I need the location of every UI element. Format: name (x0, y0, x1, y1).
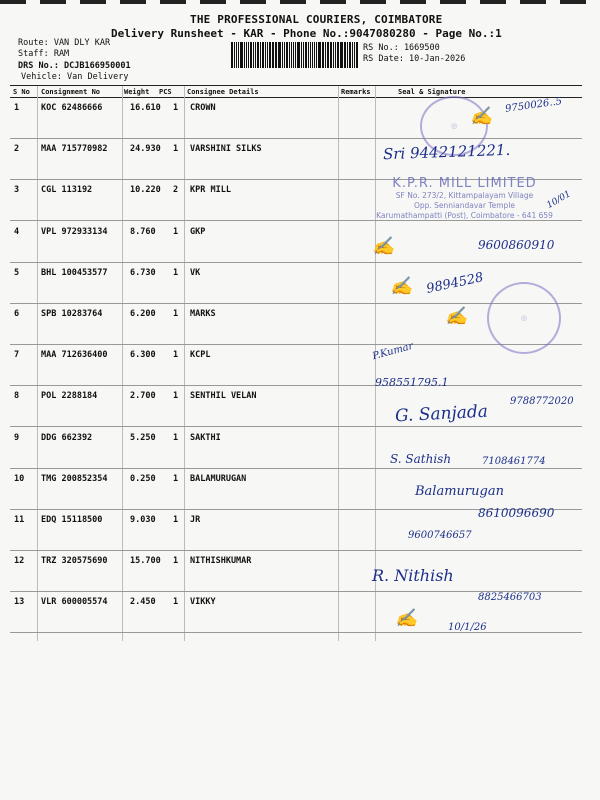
col-sno: S No (13, 88, 30, 96)
barcode-bar (333, 42, 334, 68)
barcode-bar (289, 42, 290, 68)
barcode-bar (310, 42, 312, 68)
row-sno: 11 (14, 515, 25, 525)
barcode-bar (330, 42, 332, 68)
row-consignment: MAA 715770982 (41, 144, 108, 155)
signature-row4: ✍ (372, 236, 395, 257)
barcode-bar (278, 42, 281, 68)
date-row13: 10/1/26 (448, 622, 487, 633)
row-consignee: GKP (190, 226, 206, 237)
row-pcs: 1 (173, 473, 179, 484)
row-weight: 15.700 (130, 556, 161, 567)
barcode-bar (293, 42, 295, 68)
row-pcs: 1 (173, 226, 179, 237)
signature-row8: G. Sanjada (394, 401, 489, 427)
row-consignee: BALAMURUGAN (190, 473, 247, 484)
company-title: THE PROFESSIONAL COURIERS, COIMBATORE (190, 13, 443, 26)
row-sno: 5 (14, 267, 20, 278)
signature-row13: ✍ (395, 608, 418, 629)
round-seal-stamp: ◎ (487, 282, 561, 354)
row-weight: 6.730 (130, 267, 156, 278)
phone-row7: 958551795.1 (375, 376, 449, 389)
signature-row1: ✍ (470, 106, 493, 127)
company-seal-stamp: ◎ (420, 96, 488, 156)
row-sno: 10 (14, 473, 25, 484)
barcode-bar (282, 42, 283, 68)
row-consignee: KPR MILL (190, 185, 231, 196)
col-seal: Seal & Signature (398, 88, 466, 96)
barcode-bar (354, 42, 355, 68)
row-sno: 4 (14, 226, 20, 237)
phone-row8: 9788772020 (510, 396, 574, 407)
barcode-bar (250, 42, 252, 68)
table-row (10, 98, 582, 139)
row-pcs: 1 (173, 267, 179, 278)
row-consignment: KOC 62486666 (41, 103, 103, 113)
row-consignment: BHL 100453577 (41, 267, 108, 278)
barcode-bar (262, 42, 264, 68)
barcode-bar (335, 42, 336, 68)
barcode-bar (276, 42, 277, 68)
row-sno: 2 (14, 144, 20, 155)
phone-row5: 9894528 (425, 270, 485, 297)
row-consignment: VLR 600005574 (41, 597, 108, 608)
barcode-bar (314, 42, 315, 68)
row-weight: 24.930 (130, 144, 161, 155)
barcode-bar (234, 42, 235, 68)
barcode-bar (344, 42, 345, 68)
row-pcs: 1 (173, 144, 179, 155)
kpr-stamp-line3: Karumathampatti (Post), Coimbatore - 641 659 (376, 211, 553, 220)
row-sno: 1 (14, 103, 20, 113)
barcode-bar (305, 42, 307, 68)
col-consignee: Consignee Details (187, 88, 259, 96)
col-consignment: Consignment No (41, 88, 101, 96)
rs-date: RS Date: 10-Jan-2026 (363, 54, 466, 64)
kpr-stamp-line2: Opp. Senniandavar Temple (413, 201, 516, 210)
barcode-bar (269, 42, 271, 68)
barcode-bar (284, 42, 285, 68)
barcode-bar (238, 42, 240, 68)
signature-row2: Sri 9442121221. (382, 140, 511, 164)
vehicle-label: Vehicle: Van Delivery (21, 72, 129, 82)
row-sno: 6 (14, 309, 20, 319)
col-weight: Weight (124, 88, 150, 96)
row-consignment: POL 2288184 (41, 391, 98, 402)
barcode-bar (337, 42, 339, 68)
barcode-bar (253, 42, 254, 68)
row-consignee: SENTHIL VELAN (190, 391, 257, 402)
row-sno: 8 (14, 391, 20, 402)
table-row (10, 551, 582, 592)
row-consignment: SPB 10283764 (41, 309, 103, 319)
row-consignment: TMG 200852354 (41, 473, 108, 484)
row-consignee: VK (190, 267, 201, 278)
barcode-bar (347, 42, 348, 68)
barcode-bar (248, 42, 249, 68)
barcode-bar (312, 42, 313, 68)
barcode-bar (352, 42, 353, 68)
barcode-bar (325, 42, 326, 68)
row-pcs: 1 (173, 309, 179, 319)
row-pcs: 1 (173, 432, 179, 443)
barcode-bar (267, 42, 268, 68)
barcode-bar (257, 42, 260, 68)
row-sno: 7 (14, 350, 20, 361)
barcode (231, 42, 359, 68)
row-weight: 8.760 (130, 226, 156, 237)
barcode-bar (328, 42, 329, 68)
route-label: Route: VAN DLY KAR (18, 38, 111, 48)
signature-row12: R. Nithish (372, 566, 454, 585)
phone-row11: 9600746657 (408, 530, 472, 541)
row-consignee: MARKS (190, 309, 216, 319)
rs-number: RS No.: 1669500 (363, 43, 440, 53)
barcode-bar (236, 42, 237, 68)
barcode-bar (303, 42, 304, 68)
barcode-bar (322, 42, 324, 68)
row-consignee: JR (190, 515, 201, 525)
row-weight: 2.700 (130, 391, 156, 402)
barcode-bar (286, 42, 288, 68)
row-consignee: KCPL (190, 350, 211, 361)
row-pcs: 1 (173, 391, 179, 402)
col-pcs: PCS (159, 88, 172, 96)
barcode-bar (340, 42, 343, 68)
row-pcs: 1 (173, 556, 179, 567)
barcode-bar (308, 42, 309, 68)
row-pcs: 1 (173, 350, 179, 361)
row-consignee: SAKTHI (190, 432, 221, 443)
phone-row12: 8825466703 (478, 592, 542, 603)
barcode-bar (275, 42, 276, 68)
row-sno: 3 (14, 185, 20, 196)
signature-row6: ✍ (445, 306, 468, 327)
kpr-stamp-line1: SF No. 273/2, Kittampalayam Village (395, 191, 534, 200)
barcode-bar (318, 42, 321, 68)
row-weight: 0.250 (130, 473, 156, 484)
row-pcs: 1 (173, 597, 179, 608)
staff-label: Staff: RAM (18, 49, 70, 59)
barcode-bar (244, 42, 245, 68)
row-pcs: 1 (173, 515, 179, 525)
row-consignee: VARSHINI SILKS (190, 144, 262, 155)
barcode-bar (260, 42, 261, 68)
barcode-bar (327, 42, 328, 68)
barcode-bar (231, 42, 233, 68)
row-weight: 6.300 (130, 350, 156, 361)
row-sno: 13 (14, 597, 25, 608)
col-remarks: Remarks (341, 88, 371, 96)
row-consignment: EDQ 15118500 (41, 515, 103, 525)
phone-row9: 7108461774 (482, 456, 546, 467)
date-row3: 10/01 (545, 189, 573, 211)
row-consignee: NITHISHKUMAR (190, 556, 252, 567)
row-consignment: TRZ 320575690 (41, 556, 108, 567)
row-consignee: CROWN (190, 103, 216, 113)
row-sno: 12 (14, 556, 25, 567)
runsheet-subtitle: Delivery Runsheet - KAR - Phone No.:9047080280 - Page No.:1 (111, 27, 502, 40)
top-perforation (0, 0, 600, 6)
signature-row5: ✍ (390, 276, 413, 297)
signature-row7: P.Kumar (371, 340, 415, 363)
row-weight: 16.610 (130, 103, 161, 113)
signature-row10: Balamurugan (415, 484, 504, 499)
row-weight: 5.250 (130, 432, 156, 443)
table-row (10, 345, 582, 386)
phone-row4: 9600860910 (478, 238, 555, 252)
table-row (10, 386, 582, 427)
kpr-address-stamp (372, 176, 557, 221)
barcode-bar (265, 42, 266, 68)
row-sno: 9 (14, 432, 20, 443)
barcode-bar (349, 42, 351, 68)
row-consignment: VPL 972933134 (41, 226, 108, 237)
table-top-rule (10, 85, 582, 86)
barcode-bar (301, 42, 302, 68)
barcode-bar (356, 42, 358, 68)
row-divider (10, 632, 582, 633)
phone-row10: 8610096690 (478, 506, 555, 520)
phone-row1: 9750026..5 (504, 96, 563, 115)
drs-number: DRS No.: DCJB166950001 (18, 61, 131, 71)
barcode-bar (255, 42, 256, 68)
row-consignment: DDG 662392 (41, 432, 93, 443)
row-pcs: 2 (173, 185, 179, 196)
barcode-bar (246, 42, 247, 68)
barcode-bar (316, 42, 317, 68)
row-consignment: MAA 712636400 (41, 350, 108, 361)
barcode-bar (345, 42, 346, 68)
row-weight: 6.200 (130, 309, 156, 319)
barcode-bar (297, 42, 300, 68)
barcode-bar (291, 42, 292, 68)
barcode-bar (240, 42, 243, 68)
row-consignment: CGL 113192 (41, 185, 93, 196)
row-pcs: 1 (173, 103, 179, 113)
row-weight: 2.450 (130, 597, 156, 608)
row-weight: 10.220 (130, 185, 161, 196)
signature-row9: S. Sathish (390, 452, 452, 466)
barcode-bar (272, 42, 274, 68)
kpr-stamp-name: K.P.R. MILL LIMITED (392, 176, 537, 191)
row-weight: 9.030 (130, 515, 156, 525)
barcode-bar (295, 42, 296, 68)
row-consignee: VIKKY (190, 597, 216, 608)
